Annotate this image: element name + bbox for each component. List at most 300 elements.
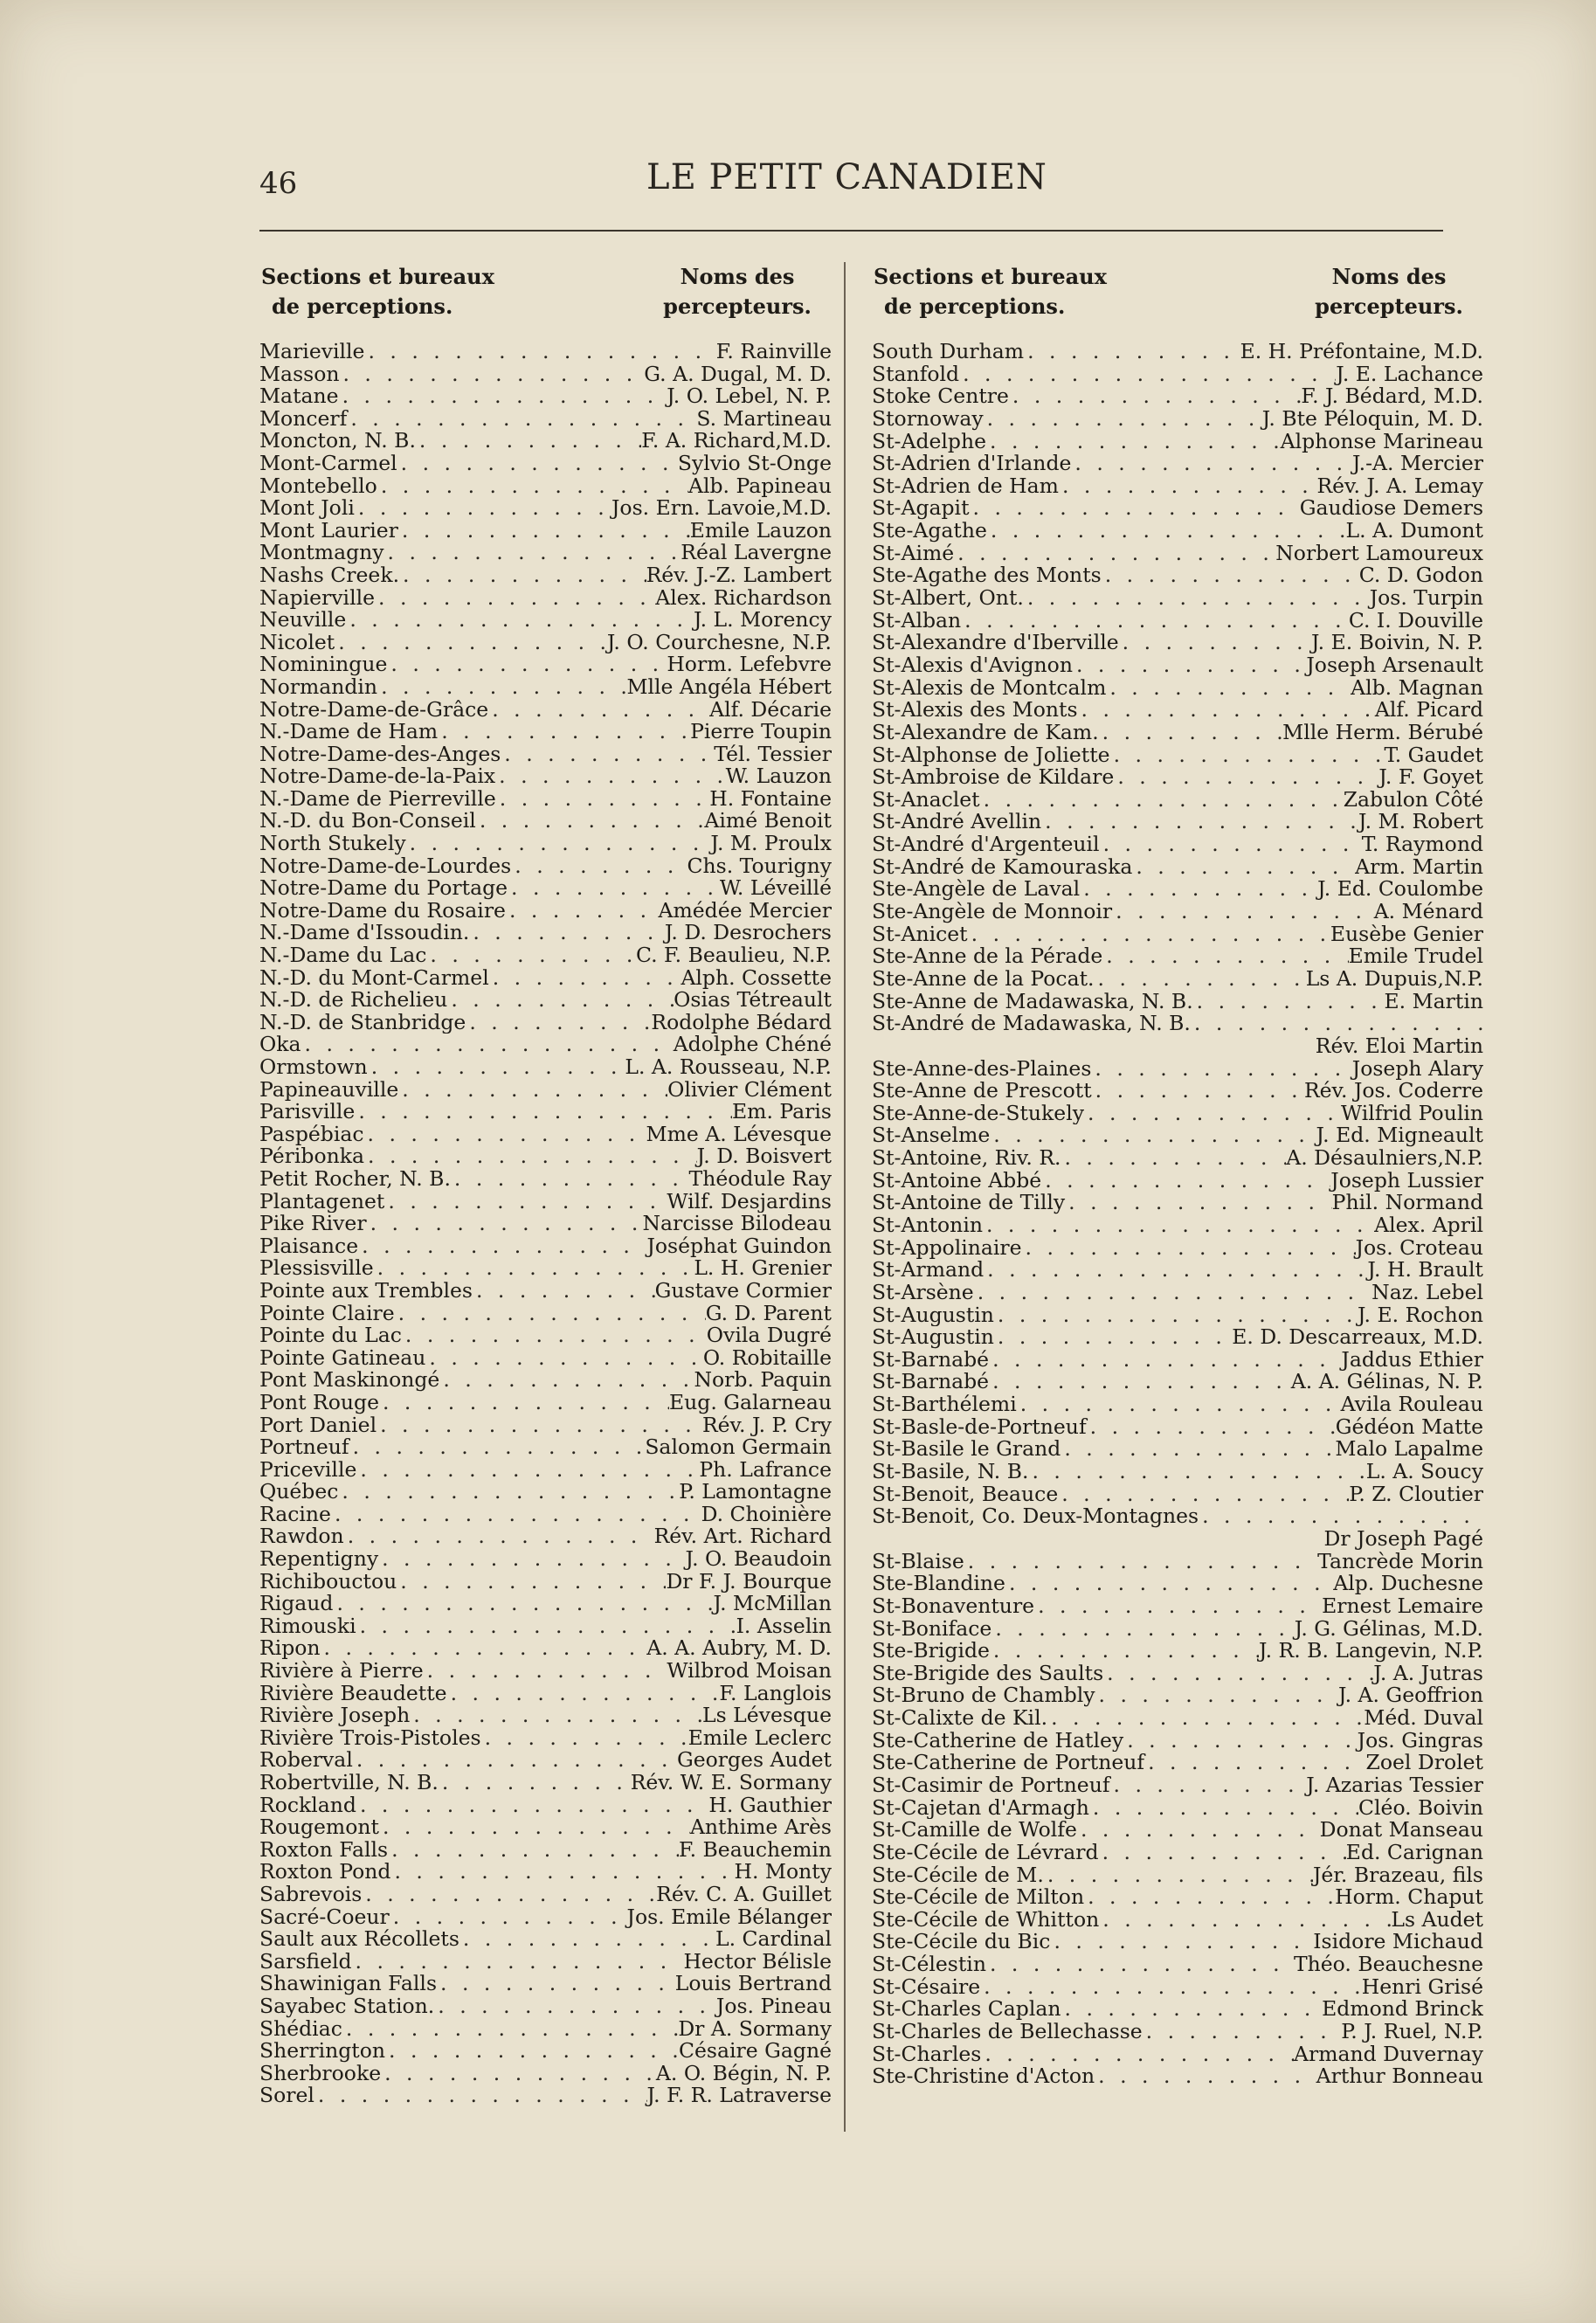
entry-place: N.-Dame de Pierreville	[259, 787, 496, 811]
entry-place: Moncerf	[259, 407, 348, 431]
directory-entry	[872, 1640, 1483, 1663]
entry-place: St-Adrien de Ham	[872, 474, 1059, 498]
directory-entry	[872, 1909, 1483, 1932]
entry-place: St-Armand	[872, 1259, 985, 1282]
entry-collector: Emile Trudel	[1348, 945, 1483, 968]
entry-place: St-Alexis de Montcalm	[872, 676, 1107, 700]
directory-entry	[259, 1481, 832, 1504]
dot-leader	[1050, 1931, 1313, 1953]
directory-entry	[259, 833, 832, 855]
entry-place: Ste-Anne de Prescott	[872, 1080, 1092, 1103]
dot-leader	[1099, 722, 1283, 744]
entry-collector: J. Bte Péloquin, M. D.	[1261, 407, 1483, 431]
directory-entry	[259, 1615, 832, 1638]
directory-entry	[872, 1214, 1483, 1237]
directory-entry	[872, 1259, 1483, 1282]
dot-leader	[1102, 945, 1348, 968]
dot-leader	[397, 1571, 666, 1594]
entry-place: Repentigny	[259, 1548, 379, 1571]
entry-place: Paspébiac	[259, 1123, 364, 1146]
dot-leader	[346, 609, 694, 632]
entry-place: Notre-Dame-des-Anges	[259, 743, 501, 766]
directory-entry	[259, 408, 832, 431]
directory-entry	[872, 1976, 1483, 1999]
entry-place: Ste-Christine d'Acton	[872, 2065, 1095, 2088]
entry-collector: Isidore Michaud	[1313, 1931, 1483, 1954]
dot-leader	[349, 1436, 646, 1459]
dot-leader	[495, 765, 725, 788]
entry-place: Mont Joli	[259, 497, 355, 520]
directory-entry	[872, 453, 1483, 475]
entry-collector: J. O. Courchesne, N.P.	[606, 631, 832, 654]
entry-place: Ste-Cécile de Milton	[872, 1886, 1085, 1909]
entry-place: Ste-Agathe des Monts	[872, 564, 1102, 588]
dot-leader	[1119, 632, 1311, 654]
directory-entry	[872, 1774, 1483, 1797]
dot-leader	[1095, 1684, 1338, 1707]
entry-collector: J. E. Lachance	[1336, 363, 1483, 386]
entry-collector: Rév. Art. Richard	[653, 1525, 832, 1549]
entry-place: Sarsfield	[259, 1950, 352, 1974]
dot-leader	[352, 1951, 684, 1974]
dot-leader	[466, 1012, 651, 1034]
entry-collector: E. H. Préfontaine, M.D.	[1240, 341, 1483, 363]
entry-collector: Ernest Lemaire	[1322, 1594, 1483, 1618]
directory-entry	[872, 1237, 1483, 1260]
dot-leader	[481, 1727, 688, 1750]
directory-entry	[872, 431, 1483, 453]
directory-entry	[872, 1483, 1483, 1506]
dot-leader	[1034, 1595, 1322, 1618]
entry-place: South Durham	[872, 341, 1025, 363]
entry-place: N.-Dame de Ham	[259, 721, 439, 743]
entry-place: St-Antonin	[872, 1213, 983, 1237]
directory-entry	[872, 744, 1483, 767]
dot-leader	[964, 1551, 1317, 1573]
entry-collector: F. Beauchemin	[678, 1838, 832, 1862]
entry-place: Notre-Dame-de-Grâce	[259, 698, 489, 722]
dot-leader	[1144, 1752, 1365, 1774]
entry-place: Sault aux Récollets	[259, 1928, 459, 1951]
entry-place: St-André de Madawaska, N. B.	[872, 1013, 1191, 1035]
dot-leader	[994, 1304, 1358, 1327]
entry-collector: Jér. Brazeau, fils	[1312, 1863, 1483, 1887]
directory-entry	[259, 2040, 832, 2063]
entry-place: Rivière Trois-Pistoles	[259, 1726, 481, 1750]
entry-collector: Mlle Herm. Bérubé	[1282, 721, 1483, 744]
directory-entry	[872, 520, 1483, 543]
directory-entry	[872, 811, 1483, 833]
dot-leader	[390, 1906, 627, 1929]
dot-leader	[378, 1548, 685, 1571]
entry-place: St-Alexis des Monts	[872, 699, 1078, 722]
directory-entry	[872, 1931, 1483, 1953]
dot-leader	[1102, 564, 1359, 587]
directory-entry	[872, 1730, 1483, 1753]
entry-collector: Jos. Emile Bélanger	[626, 1905, 832, 1929]
directory-entry	[872, 1371, 1483, 1393]
entry-collector: Salomon Germain	[645, 1436, 832, 1459]
dot-leader	[368, 1056, 625, 1079]
entry-place: Shédiac	[259, 2017, 342, 2041]
entry-place: Rivière Joseph	[259, 1704, 411, 1727]
entry-place: North Stukely	[259, 833, 406, 855]
dot-leader	[990, 1640, 1259, 1663]
directory-entry	[259, 1525, 832, 1548]
dot-leader	[989, 1371, 1291, 1393]
directory-entry	[872, 1752, 1483, 1774]
dot-leader	[424, 1660, 667, 1683]
entry-place: Normandin	[259, 675, 378, 699]
dot-leader	[384, 542, 681, 564]
dot-leader	[398, 520, 690, 543]
entry-place: St-Anicet	[872, 923, 968, 946]
dot-leader	[426, 944, 636, 967]
directory-entry	[259, 1392, 832, 1414]
dot-leader	[451, 1168, 689, 1191]
entry-place: Pont Maskinongé	[259, 1369, 440, 1392]
entry-place: St-Antoine de Tilly	[872, 1192, 1066, 1214]
directory-entry	[872, 1663, 1483, 1685]
entry-place: Stornoway	[872, 407, 984, 431]
entry-place: St-Aimé	[872, 542, 955, 565]
directory-entry	[259, 1459, 832, 1482]
entry-collector: Jos. Croteau	[1355, 1236, 1483, 1260]
directory-entry	[872, 789, 1483, 812]
entry-collector: A. A. Gélinas, N. P.	[1290, 1371, 1483, 1394]
dot-leader	[377, 1414, 702, 1437]
entry-collector: T. Gaudet	[1384, 743, 1483, 767]
dot-leader	[983, 1214, 1374, 1237]
dot-leader	[355, 497, 611, 520]
directory-entry	[872, 1013, 1483, 1035]
dot-leader	[362, 1884, 656, 1906]
directory-entry	[259, 1213, 832, 1235]
directory-entry	[259, 609, 832, 632]
dot-leader	[1009, 385, 1302, 408]
dot-leader	[333, 1593, 713, 1615]
directory-entry	[259, 877, 832, 900]
running-head: LE PETIT CANADIEN	[646, 157, 1047, 197]
entry-place: Port Daniel	[259, 1414, 377, 1437]
entry-collector: Ls Lévesque	[702, 1704, 832, 1727]
entry-collector: H. Fontaine	[709, 787, 832, 811]
directory-entry	[872, 1819, 1483, 1842]
dot-leader	[1091, 1058, 1351, 1081]
directory-entry	[872, 699, 1483, 722]
directory-entry	[259, 855, 832, 878]
entry-collector: Emile Lauzon	[689, 519, 832, 543]
entry-collector: Emile Leclerc	[687, 1726, 832, 1750]
entry-place: Péribonka	[259, 1145, 364, 1168]
entry-place: Racine	[259, 1503, 331, 1526]
entry-place: St-Anaclet	[872, 788, 980, 812]
entry-collector: Réal Lavergne	[681, 542, 832, 564]
entry-collector: J. McMillan	[713, 1593, 832, 1615]
dot-leader	[1110, 1774, 1307, 1797]
directory-entry	[259, 1749, 832, 1772]
entry-place: Ste-Brigide	[872, 1640, 990, 1663]
entry-place: St-Alban	[872, 609, 962, 633]
directory-entry	[872, 1618, 1483, 1641]
entry-place: Ste-Cécile du Bic	[872, 1931, 1051, 1954]
entry-place: Parisville	[259, 1101, 356, 1123]
dot-leader	[381, 2063, 656, 2085]
entry-collector: J. Ed. Migneault	[1316, 1124, 1483, 1148]
entry-collector: J. H. Brault	[1367, 1259, 1483, 1282]
entry-place: Ste-Anne de Madawaska, N. B.	[872, 990, 1193, 1013]
directory-entry	[259, 1772, 832, 1794]
entry-collector: J. F. R. Latraverse	[646, 2084, 832, 2107]
dot-leader	[388, 1839, 679, 1862]
entry-collector: J. O. Lebel, N. P.	[667, 385, 832, 408]
entry-place: Richibouctou	[259, 1570, 397, 1594]
directory-entry	[259, 1884, 832, 1906]
entry-collector: Em. Paris	[732, 1101, 832, 1123]
dot-leader	[1005, 1573, 1333, 1595]
entry-place: Sorel	[259, 2084, 314, 2107]
dot-leader	[986, 1953, 1294, 1976]
dot-leader	[1022, 1237, 1356, 1260]
entry-collector: Malo Lapalme	[1335, 1438, 1483, 1462]
directory-entry	[259, 743, 832, 766]
directory-entry	[872, 1080, 1483, 1103]
entry-place: Oka	[259, 1034, 301, 1056]
directory-entry	[872, 945, 1483, 968]
directory-entry	[259, 1034, 832, 1056]
dot-leader	[1114, 766, 1378, 789]
entry-collector: Arthur Bonneau	[1316, 2065, 1483, 2088]
dot-leader	[344, 1525, 654, 1548]
entry-collector: L. A. Soucy	[1365, 1461, 1483, 1483]
entry-place: St-Adelphe	[872, 430, 987, 453]
dot-leader	[364, 1145, 697, 1168]
dot-leader	[1089, 1797, 1358, 1820]
dot-leader	[314, 2084, 647, 2107]
dot-leader	[397, 453, 678, 475]
dot-leader	[335, 632, 607, 654]
entry-place: Ste-Anne-de-Stukely	[872, 1102, 1084, 1125]
entry-collector: G. A. Dugal, M. D.	[644, 363, 832, 386]
directory-entry	[259, 1816, 832, 1839]
directory-entry	[259, 1951, 832, 1974]
entry-collector: J. F. Goyet	[1378, 766, 1483, 789]
entry-collector: Jos. Turpin	[1369, 587, 1483, 610]
entry-collector: Ed. Carignan	[1345, 1841, 1483, 1864]
directory-entry	[872, 878, 1483, 901]
dot-leader	[954, 543, 1275, 565]
entry-collector: S. Martineau	[696, 407, 832, 431]
entry-place: Sherrington	[259, 2040, 386, 2063]
directory-entry	[259, 1347, 832, 1370]
directory-entry	[872, 1124, 1483, 1147]
dot-leader	[1044, 1864, 1313, 1887]
directory-entry	[872, 856, 1483, 879]
entry-place: Montebello	[259, 474, 377, 498]
directory-entry	[259, 475, 832, 498]
directory-entry	[872, 1461, 1483, 1483]
directory-entry	[259, 922, 832, 944]
directory-entry	[872, 408, 1483, 431]
entry-collector: J. G. Gélinas, M.D.	[1294, 1617, 1483, 1641]
entry-collector: P. J. Ruel, N.P.	[1341, 2021, 1483, 2043]
dot-leader	[1058, 1483, 1349, 1506]
directory-entry	[259, 1928, 832, 1951]
directory-entry	[872, 1349, 1483, 1372]
directory-entry	[259, 699, 832, 722]
directory-entry	[259, 1303, 832, 1325]
dot-leader	[1193, 991, 1385, 1013]
entry-place: St-Barnabé	[872, 1371, 990, 1394]
entry-collector: L. A. Rousseau, N.P.	[625, 1056, 832, 1079]
entry-collector: Dr A. Sormany	[678, 2017, 832, 2041]
dot-leader	[339, 363, 644, 386]
entry-collector: I. Asselin	[736, 1614, 832, 1638]
dot-leader	[355, 1101, 732, 1123]
page-number: 46	[259, 166, 298, 201]
entry-place: Portneuf	[259, 1436, 349, 1459]
entry-place: Ste-Anne-des-Plaines	[872, 1057, 1092, 1081]
entry-collector: Gédéon Matte	[1335, 1415, 1483, 1439]
entry-place: St-André de Kamouraska	[872, 855, 1133, 879]
entry-collector: W. Léveillé	[719, 877, 832, 900]
entry-collector: Dr F. J. Bourque	[666, 1570, 832, 1594]
entry-collector: Jos. Ern. Lavoie,M.D.	[611, 497, 832, 520]
directory-entry	[259, 1235, 832, 1258]
entry-collector: Rév. J. A. Lemay	[1316, 474, 1483, 498]
entry-place: St-Antoine Abbé	[872, 1169, 1042, 1193]
directory-entry	[259, 341, 832, 363]
dot-leader	[437, 1973, 675, 1995]
entry-place: St-Charles de Bellechasse	[872, 2021, 1143, 2043]
dot-leader	[1028, 1461, 1365, 1483]
dot-leader	[1199, 1505, 1483, 1528]
directory-entry	[259, 788, 832, 811]
entry-collector: Edmond Brinck	[1322, 1998, 1483, 2022]
dot-leader	[379, 1392, 669, 1414]
dot-leader	[1084, 1103, 1341, 1125]
directory-entry	[872, 1035, 1483, 1058]
directory-entry	[872, 901, 1483, 923]
directory-entry	[872, 2043, 1483, 2066]
dot-leader	[358, 1235, 646, 1258]
dot-leader	[347, 408, 696, 431]
entry-place: Ste-Cécile de M.	[872, 1863, 1044, 1887]
directory-entry	[872, 1282, 1483, 1304]
entry-collector: Avila Rouleau	[1340, 1393, 1483, 1416]
entry-place: N.-Dame du Lac	[259, 944, 427, 967]
dot-leader	[501, 743, 714, 766]
entry-collector: Anthime Arès	[689, 1816, 832, 1839]
entry-place: Ste-Angèle de Laval	[872, 878, 1081, 902]
directory-entry	[872, 1551, 1483, 1573]
entry-collector: J. Azarias Tessier	[1306, 1774, 1483, 1797]
directory-entry	[259, 1794, 832, 1817]
dot-leader	[384, 1191, 667, 1213]
entry-place: St-Cajetan d'Armagh	[872, 1796, 1089, 1820]
sections-header: Sections et bureaux de perceptions.	[261, 264, 494, 319]
dot-leader	[986, 431, 1281, 453]
entry-place: N.-D. de Stanbridge	[259, 1011, 466, 1034]
dot-leader	[356, 1459, 699, 1482]
entry-collector: J. D. Boisvert	[696, 1145, 832, 1168]
dot-leader	[1061, 1147, 1286, 1170]
dot-leader	[1191, 1013, 1483, 1035]
left-column-header	[259, 262, 832, 341]
entry-place: St-André Avellin	[872, 811, 1042, 834]
entry-collector: Armand Duvernay	[1294, 2043, 1483, 2066]
dot-leader	[398, 1079, 667, 1102]
directory-entry	[872, 543, 1483, 565]
entry-collector: Osias Tétreault	[674, 989, 832, 1012]
entry-collector: E. D. Descarreaux, M.D.	[1232, 1326, 1483, 1349]
entry-place: St-Augustin	[872, 1326, 994, 1349]
entry-place: Ormstown	[259, 1056, 368, 1079]
entry-place: St-Alexandre de Kam.	[872, 721, 1099, 744]
collectors-header: Noms des percepteurs.	[1315, 264, 1463, 319]
collectors-header: Noms des percepteurs.	[663, 264, 812, 319]
entry-place: Ste-Catherine de Hatley	[872, 1729, 1124, 1753]
entry-collector: G. D. Parent	[705, 1302, 832, 1325]
entry-place: St-Charles	[872, 2043, 982, 2066]
directory-entry	[872, 766, 1483, 789]
entry-place: St-Alexandre d'Iberville	[872, 632, 1119, 654]
entry-place: Marieville	[259, 341, 365, 363]
directory-entry	[259, 900, 832, 923]
entry-collector: E. Martin	[1384, 990, 1483, 1013]
entry-collector: J. Ed. Coulombe	[1317, 878, 1483, 902]
dot-leader	[387, 653, 667, 676]
directory-entry	[259, 1168, 832, 1191]
right-entry-list	[872, 341, 1483, 2088]
entry-place: St-Ambroise de Kildare	[872, 766, 1115, 789]
entry-place: N.-D. du Bon-Conseil	[259, 810, 476, 833]
directory-entry	[259, 1191, 832, 1213]
entry-place: Ste-Blandine	[872, 1573, 1005, 1595]
directory-entry	[259, 1324, 832, 1347]
directory-entry	[872, 1595, 1483, 1618]
directory-entry	[259, 1414, 832, 1437]
entry-collector: Arm. Martin	[1355, 855, 1483, 879]
entry-collector: Alp. Duchesne	[1333, 1573, 1483, 1595]
entry-place: Rivière à Pierre	[259, 1660, 424, 1683]
entry-collector: Adolphe Chéné	[673, 1034, 832, 1056]
dot-leader	[1095, 2065, 1316, 2088]
directory-entry	[872, 497, 1483, 520]
entry-collector: Louis Bertrand	[674, 1973, 832, 1995]
entry-collector: Mlle Angéla Hébert	[626, 675, 832, 699]
entry-collector: Ls Audet	[1391, 1908, 1483, 1932]
entry-collector: Ovila Dugré	[706, 1324, 832, 1347]
entry-collector: Hector Bélisle	[683, 1950, 832, 1974]
dot-leader	[1059, 475, 1316, 498]
entry-place: Stoke Centre	[872, 385, 1009, 408]
directory-entry	[872, 1684, 1483, 1707]
directory-entry	[259, 1637, 832, 1660]
directory-entry	[259, 1101, 832, 1123]
entry-collector: F. J. Bédard, M.D.	[1301, 385, 1483, 408]
entry-collector: Horm. Lefebvre	[667, 653, 832, 676]
entry-place: St-André d'Argenteuil	[872, 833, 1100, 856]
entry-place: Ste-Brigide des Saults	[872, 1662, 1104, 1685]
entry-collector: Alb. Magnan	[1351, 676, 1483, 700]
dot-leader	[984, 408, 1262, 431]
entry-place: Montmagny	[259, 542, 384, 564]
entry-collector: C. D. Godon	[1358, 564, 1483, 588]
entry-place: Ripon	[259, 1637, 321, 1661]
dot-leader	[402, 1324, 707, 1347]
entry-place: St-Augustin	[872, 1303, 994, 1327]
